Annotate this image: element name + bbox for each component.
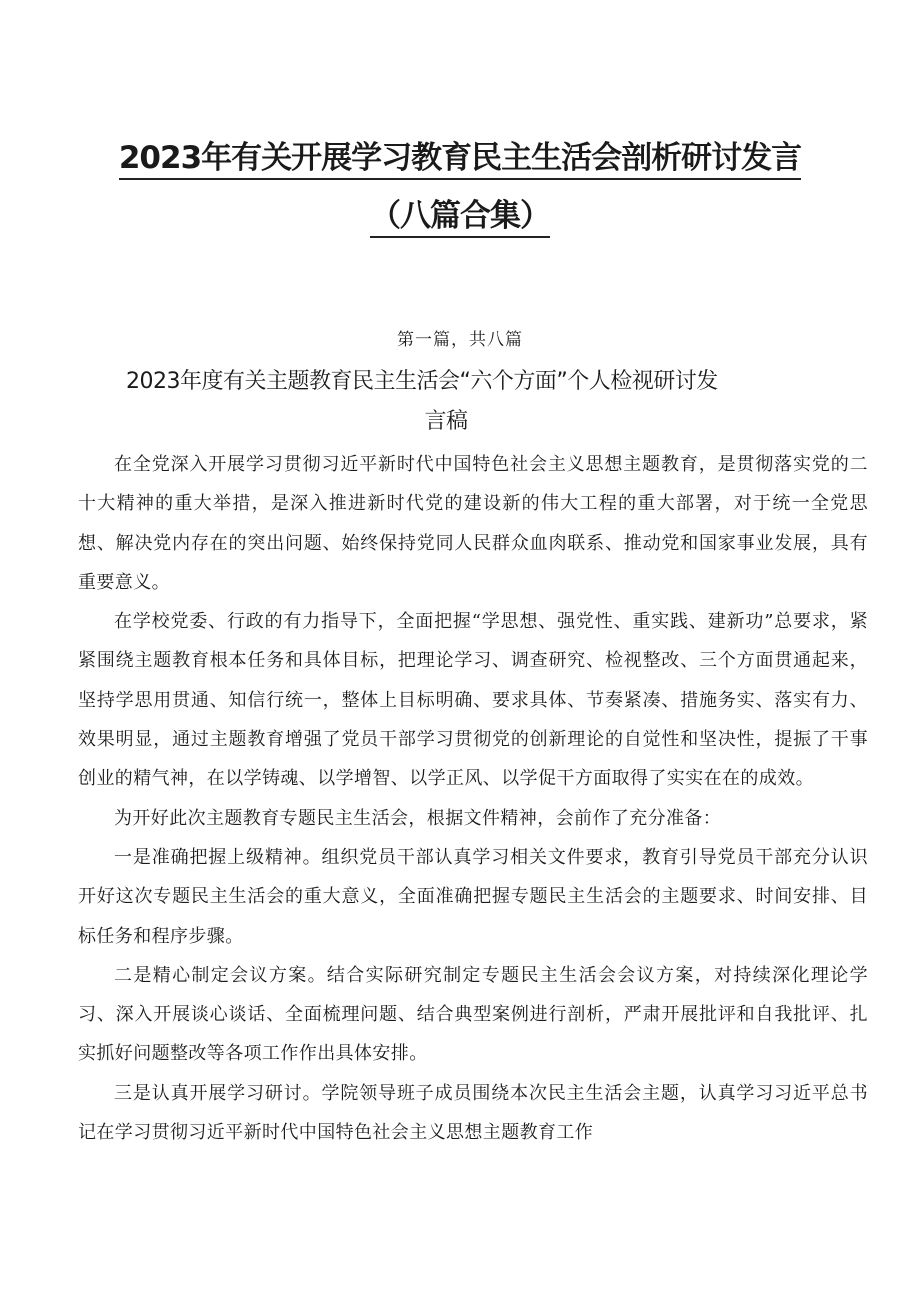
paragraph: 在学校党委、行政的有力指导下，全面把握“学思想、强党性、重实践、建新功”总要求，紧紧围绕主题教育根本任务和具体目标，把理论学习、调查研究、检视整改、三个方面贯通起来，坚持学思用贯通、知信行统一，整体上目标明确、要求具体、节奏紧凑、措施务实、落实有力、效果明显，通过主题教育增强了党员干部学习贯彻党的创新理论的自觉性和坚决性，提振了干事创业的精气神，在以学铸魂、以学增智、以学正风、以学促干方面取得了实实在在的成效。 — [78, 611, 868, 790]
document-title-line-2 — [60, 194, 860, 238]
body-text — [78, 445, 868, 1152]
paragraph: 三是认真开展学习研讨。学院领导班子成员围绕本次民主生活会主题，认真学习习近平总书记在学习贯彻习近平新时代中国特色社会主义思想主题教育工作 — [78, 1082, 868, 1144]
section-subtitle-line-1: 2023年度有关主题教育民主生活会“六个方面”个人检视研讨发 — [126, 369, 718, 394]
paragraph: 为开好此次主题教育专题民主生活会，根据文件精神，会前作了充分准备： — [114, 807, 722, 829]
document-title-text-2: （八篇合集） — [370, 198, 550, 238]
section-subtitle-line-2: 言稿 — [424, 409, 468, 434]
paragraph: 二是精心制定会议方案。结合实际研究制定专题民主生活会会议方案，对持续深化理论学习、深入开展谈心谈话、全面梳理问题、结合典型案例进行剖析，严肃开展批评和自我批评、扎实抓好问题整改等各项工作作出具体安排。 — [78, 964, 868, 1065]
paragraph: 一是准确把握上级精神。组织党员干部认真学习相关文件要求，教育引导党员干部充分认识开好这次专题民主生活会的重大意义，全面准确把握专题民主生活会的主题要求、时间安排、目标任务和程序步骤。 — [78, 846, 868, 947]
document-title-text-1: 2023年有关开展学习教育民主生活会剖析研讨发言 — [119, 140, 801, 180]
paragraph: 在全党深入开展学习贯彻习近平新时代中国特色社会主义思想主题教育，是贯彻落实党的二十大精神的重大举措，是深入推进新时代党的建设新的伟大工程的重大部署，对于统一全党思想、解决党内存在的突出问题、始终保持党同人民群众血肉联系、推动党和国家事业发展，具有重要意义。 — [78, 454, 868, 593]
section-subtitle — [126, 362, 856, 442]
document-title-line-1 — [60, 136, 860, 180]
piece-label: 第一篇，共八篇 — [397, 330, 523, 350]
